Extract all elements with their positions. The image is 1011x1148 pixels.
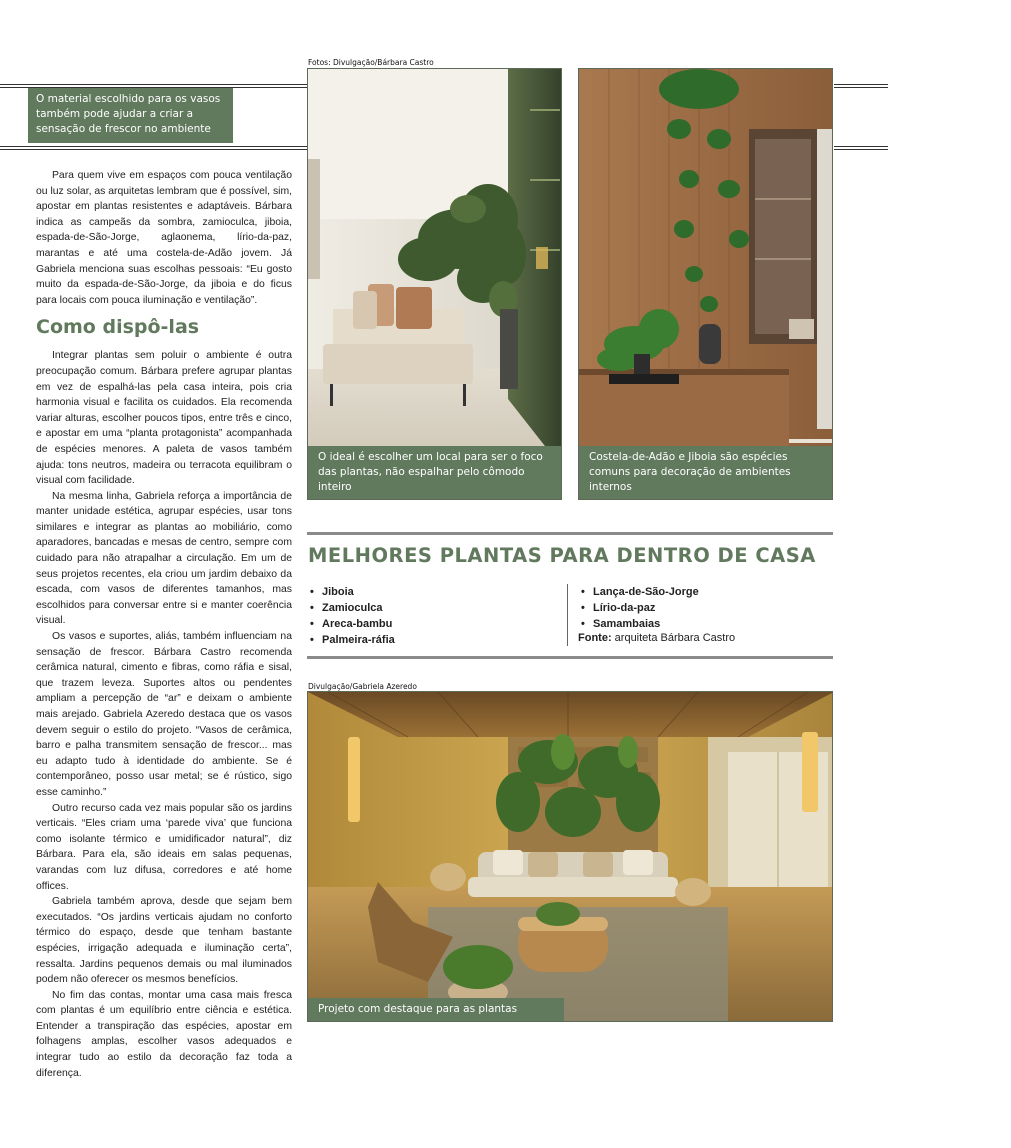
- mid-rule-right: [834, 146, 888, 147]
- plant-item: • Zamioculca: [310, 600, 560, 616]
- paragraph-6: Gabriela também aprova, desde que sejam bem executados. “Os jardins verticais ajudam no conforto térmico do espaço, desde que tenham bastante espécies, irrigação adequada e iluminação certa”, ressalta. Jardins pequenos demais ou mal iluminados podem não oferecer os mesmos benefícios.: [36, 896, 292, 986]
- box-divider: [567, 584, 568, 646]
- paragraph-4: Os vasos e suportes, aliás, também influenciam na sensação de frescor. Bárbara Castro recomenda cerâmica natural, cimento e fibras, como ráfia e sisal, que trazem leveza. Suportes altos ou pendentes ampliam a percepção de “ar” e deixam o ambiente mais arejado. Gabriela Azeredo destaca que os vasos devem seguir o estilo do projeto. “Vasos de cerâmica, barro e palha transmitem sensação de frescor... mas eu adapto tudo à identidade do ambiente. Se é contemporâneo, posso usar metal; se é rústico, sigo esse caminho.”: [36, 631, 292, 798]
- photo-credit-top: Fotos: Divulgação/Bárbara Castro: [308, 58, 434, 67]
- photo-living-room: [307, 68, 562, 500]
- living-room-illustration: [308, 69, 562, 500]
- photo-credit-bottom: Divulgação/Gabriela Azeredo: [308, 682, 417, 691]
- article-body: [36, 348, 292, 1081]
- article-intro: [36, 168, 292, 308]
- side-caption: O material escolhido para os vasos também pode ajudar a criar a sensação de frescor no ambiente: [28, 88, 233, 143]
- box-source: [578, 632, 735, 644]
- source-label: Fonte:: [578, 632, 612, 644]
- cabinet-caption: Costela-de-Adão e Jiboia são espécies comuns para decoração de ambientes internos: [579, 446, 832, 499]
- paragraph-5: Outro recurso cada vez mais popular são os jardins verticais. “Eles criam uma ‘parede viva’ que funciona como isolante térmico e umidificador natural”, diz Bárbara. Para ela, são ideais em salas pequenas, varandas com luz difusa, corredores e até home offices.: [36, 802, 292, 892]
- photo-lounge: [307, 691, 833, 1022]
- lounge-caption: Projeto com destaque para as plantas: [308, 998, 564, 1021]
- paragraph-3: Na mesma linha, Gabriela reforça a importância de manter unidade estética, agrupar espécies, usar tons similares e integrar as plantas ao mobiliário, como aparadores, bancadas e mesas de centro, sempre com cuidado para não atrapalhar a circulação. Em um de seus projetos recentes, ela criou um jardim debaixo da escada, com vasos de diferentes tamanhos, mas escolhidos para conversar entre si e manter coerência visual.: [36, 490, 292, 627]
- paragraph-2: Integrar plantas sem poluir o ambiente é outra preocupação comum. Bárbara prefere agrupar plantas em vez de espalhá-las pela casa inteira, pois cria harmonia visual e facilita os cuidados. Ela recomenda variar alturas, escolher poucos tipos, entre três e cinco, e apostar em uma “planta protagonista” acompanhada de espécies menores. A paleta de vasos também ajuda: tons neutros, madeira ou terracota equilibram o visual com facilidade.: [36, 350, 292, 487]
- article-column: [36, 168, 292, 1081]
- plants-list-right: [581, 584, 831, 632]
- top-rule-left: [0, 84, 307, 85]
- plant-item: • Palmeira-ráfia: [310, 632, 560, 648]
- box-title: MELHORES PLANTAS PARA DENTRO DE CASA: [308, 544, 816, 567]
- paragraph-7: No fim das contas, montar uma casa mais fresca com plantas é um equilíbrio entre ciência e estética. Entender a transpiração das espécies, apostar em folhagens amplas, escolher vasos adequados e integrar tudo ao estilo da decoração faz toda a diferença.: [36, 989, 292, 1079]
- subhead-como-dispo-las: Como dispô-las: [36, 316, 200, 339]
- plant-item: • Jiboia: [310, 584, 560, 600]
- plant-item: • Samambaias: [581, 616, 831, 632]
- mid-rule-left: [0, 146, 307, 147]
- living-room-caption: O ideal é escolher um local para ser o foco das plantas, não espalhar pelo cômodo inteiro: [308, 446, 561, 499]
- lounge-illustration: [308, 692, 833, 1022]
- photo-cabinet: [578, 68, 833, 500]
- plant-item: • Areca-bambu: [310, 616, 560, 632]
- plant-item: • Lança-de-São-Jorge: [581, 584, 831, 600]
- source-text: arquiteta Bárbara Castro: [611, 632, 736, 644]
- top-rule-right: [834, 84, 888, 85]
- paragraph-1: Para quem vive em espaços com pouca ventilação ou luz solar, as arquitetas lembram que é possível, sim, apostar em plantas resistentes e adaptáveis. Bárbara indica as campeãs da sombra, zamioculca, jiboia, espada-de-São-Jorge, aglaonema, lírio-da-paz, marantas e até uma costela-de-Adão jovem. Já Gabriela menciona suas escolhas pessoais: “Eu gosto muito da espada-de-São-Jorge, da jiboia e do ficus para locais com pouca iluminação e ventilação”.: [36, 170, 292, 306]
- plant-item: • Lírio-da-paz: [581, 600, 831, 616]
- box-top-rule: [307, 532, 833, 535]
- box-bottom-rule: [307, 656, 833, 659]
- plants-list-left: [310, 584, 560, 648]
- cabinet-illustration: [579, 69, 833, 500]
